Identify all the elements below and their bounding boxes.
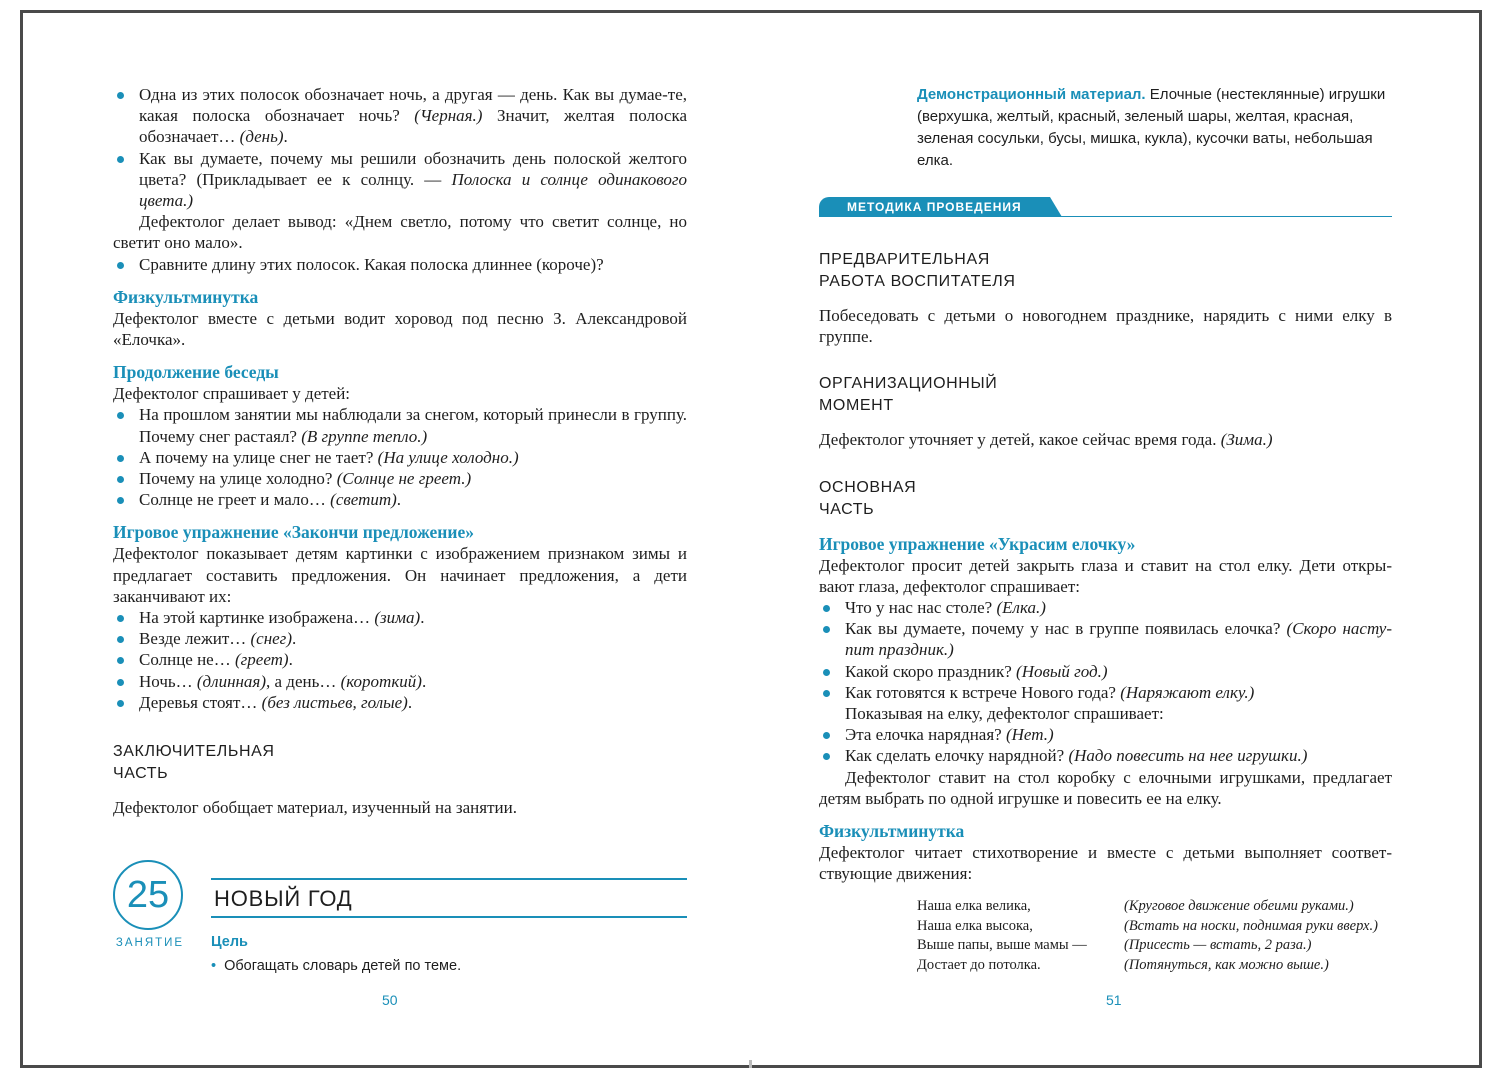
compare-list: [113, 254, 687, 275]
list-item: Солнце не греет и мало… (светит).: [113, 489, 687, 510]
list-item: Какой скоро праздник? (Новый год.): [819, 661, 1392, 682]
paragraph: Дефектолог обобщает материал, изученный на занятии.: [113, 798, 517, 818]
list-item: Что у нас нас столе? (Елка.): [819, 597, 1392, 618]
list-item: Деревья стоят… (без листьев, голые).: [113, 692, 687, 713]
page-number-left: 50: [382, 992, 398, 1008]
goal-item: • Обогащать словарь детей по теме.: [211, 958, 461, 974]
heading-line: ОРГАНИЗАЦИОННЫЙ: [819, 375, 998, 393]
poem-row: Выше папы, выше мамы — (Присесть — встать, 2 раза.): [917, 937, 1312, 953]
list-item: Везде лежит… (снег).: [113, 628, 687, 649]
list-item: А почему на улице снег не тает? (На улице холодно.): [113, 447, 687, 468]
goal-heading: Цель: [211, 934, 248, 950]
lesson-title: НОВЫЙ ГОД: [214, 886, 353, 911]
method-tab: [819, 197, 1392, 219]
lesson-number-badge: 25: [113, 860, 183, 930]
pre-heading: [819, 249, 1392, 293]
paragraph: Показывая на елку, дефектолог спрашивает:: [845, 704, 1164, 724]
list-item: Солнце не… (греет).: [113, 649, 687, 670]
poem-row: Достает до потолка. (Потянуться, как можно выше.): [917, 956, 1329, 973]
heading-line: ЧАСТЬ: [113, 765, 169, 783]
demo-material: Демонстрационный материал. Елочные (нестеклянные) игрушки (верхушка, желтый, красный, зеленый шары, желтая, красная, зеленая сосульки, бусы, мишка, кукла), кусочки ваты, небольшая елка.: [917, 86, 1386, 169]
list-item: Как готовятся к встрече Нового года? (Наряжают елку.): [819, 682, 1392, 703]
list-item: Эта елочка нарядная? (Нет.): [819, 724, 1392, 745]
section-heading: Физкультминутка: [113, 286, 259, 307]
paragraph: Дефектолог просит детей закрыть глаза и ставит на стол елку. Дети откры-вают глаза, дефектолог спрашивает:: [819, 555, 1392, 596]
page-number-right: 51: [1106, 992, 1122, 1008]
right-page: [819, 84, 1392, 884]
sentence-list: [113, 607, 687, 713]
heading-line: ЧАСТЬ: [819, 500, 875, 518]
list-item: Ночь… (длинная), а день… (короткий).: [113, 671, 687, 692]
heading-line: МОМЕНТ: [819, 397, 894, 415]
tree-questions: [819, 597, 1392, 703]
list-item: На прошлом занятии мы наблюдали за снегом, который принесли в группу. Почему снег растаял? (В группе тепло.): [113, 404, 687, 446]
paragraph: Дефектолог вместе с детьми водит хоровод под песню З. Александровой «Елочка».: [113, 308, 687, 350]
conversation-list: [113, 404, 687, 510]
lesson-title-box: [211, 878, 687, 918]
tree-questions-2: [819, 724, 1392, 766]
page-fold: [749, 1060, 752, 1068]
main-heading: [819, 477, 1392, 521]
conclusion-text: Дефектолог делает вывод: «Днем светло, потому что светит солнце, но светит оно мало».: [113, 212, 687, 253]
list-item: Как вы думаете, почему мы решили обозначить день полоской желтого цвета? (Прикладывает ее к солнцу. — Полоска и солнце одинакового цвета.): [113, 148, 687, 212]
heading-line: РАБОТА ВОСПИТАТЕЛЯ: [819, 273, 1016, 290]
heading-line: ЗАКЛЮЧИТЕЛЬНАЯ: [113, 743, 275, 761]
final-heading: [113, 741, 687, 785]
poem-row: Наша елка велика, (Круговое движение обеими руками.): [917, 898, 1354, 914]
heading-line: ОСНОВНАЯ: [819, 478, 917, 496]
poem: [917, 897, 1387, 975]
lesson-label: ЗАНЯТИЕ: [115, 937, 185, 949]
paragraph: Дефектолог показывает детям картинки с изображением признаком зимы и предлагает составить предложения. Он начинает предложения, а дети заканчивают их:: [113, 544, 687, 606]
list-item: Сравните длину этих полосок. Какая полоска длиннее (короче)?: [113, 254, 687, 275]
section-heading: Игровое упражнение «Украсим елочку»: [819, 533, 1136, 554]
left-page: [113, 84, 687, 818]
section-heading: Физкультминутка: [819, 821, 965, 842]
section-heading: Продолжение беседы: [113, 362, 279, 383]
paragraph: Дефектолог ставит на стол коробку с елочными игрушками, предлагает детям выбрать по одной игрушке и повесить ее на елку.: [819, 767, 1392, 808]
paragraph: Дефектолог спрашивает у детей:: [113, 384, 351, 404]
list-item: Как сделать елочку нарядной? (Надо повесить на нее игрушки.): [819, 745, 1392, 766]
heading-line: ПРЕДВАРИТЕЛЬНАЯ: [819, 251, 990, 268]
list-item: На этой картинке изображена… (зима).: [113, 607, 687, 628]
tab-label: МЕТОДИКА ПРОВЕДЕНИЯ: [819, 197, 1050, 217]
section-heading: Игровое упражнение «Закончи предложение»: [113, 522, 474, 543]
poem-row: Наша елка высока, (Встать на носки, поднимая руки вверх.): [917, 917, 1378, 934]
paragraph: Дефектолог читает стихотворение и вместе с детьми выполняет соответ-ствующие движения:: [819, 843, 1392, 884]
list-item: Одна из этих полосок обозначает ночь, а другая — день. Как вы думае-те, какая полоска обозначает ночь? (Черная.) Значит, желтая полоска обозначает… (день).: [113, 84, 687, 148]
org-heading: [819, 373, 1392, 417]
list-item: Как вы думаете, почему у нас в группе появилась елочка? (Скоро насту-пит праздник.): [819, 618, 1392, 660]
stripes-questions: [113, 84, 687, 211]
list-item: Почему на улице холодно? (Солнце не греет.): [113, 468, 687, 489]
paragraph: Побеседовать с детьми о новогоднем празднике, нарядить с ними елку в группе.: [819, 306, 1392, 347]
paragraph: Дефектолог уточняет у детей, какое сейчас время года. (Зима.): [819, 430, 1273, 450]
